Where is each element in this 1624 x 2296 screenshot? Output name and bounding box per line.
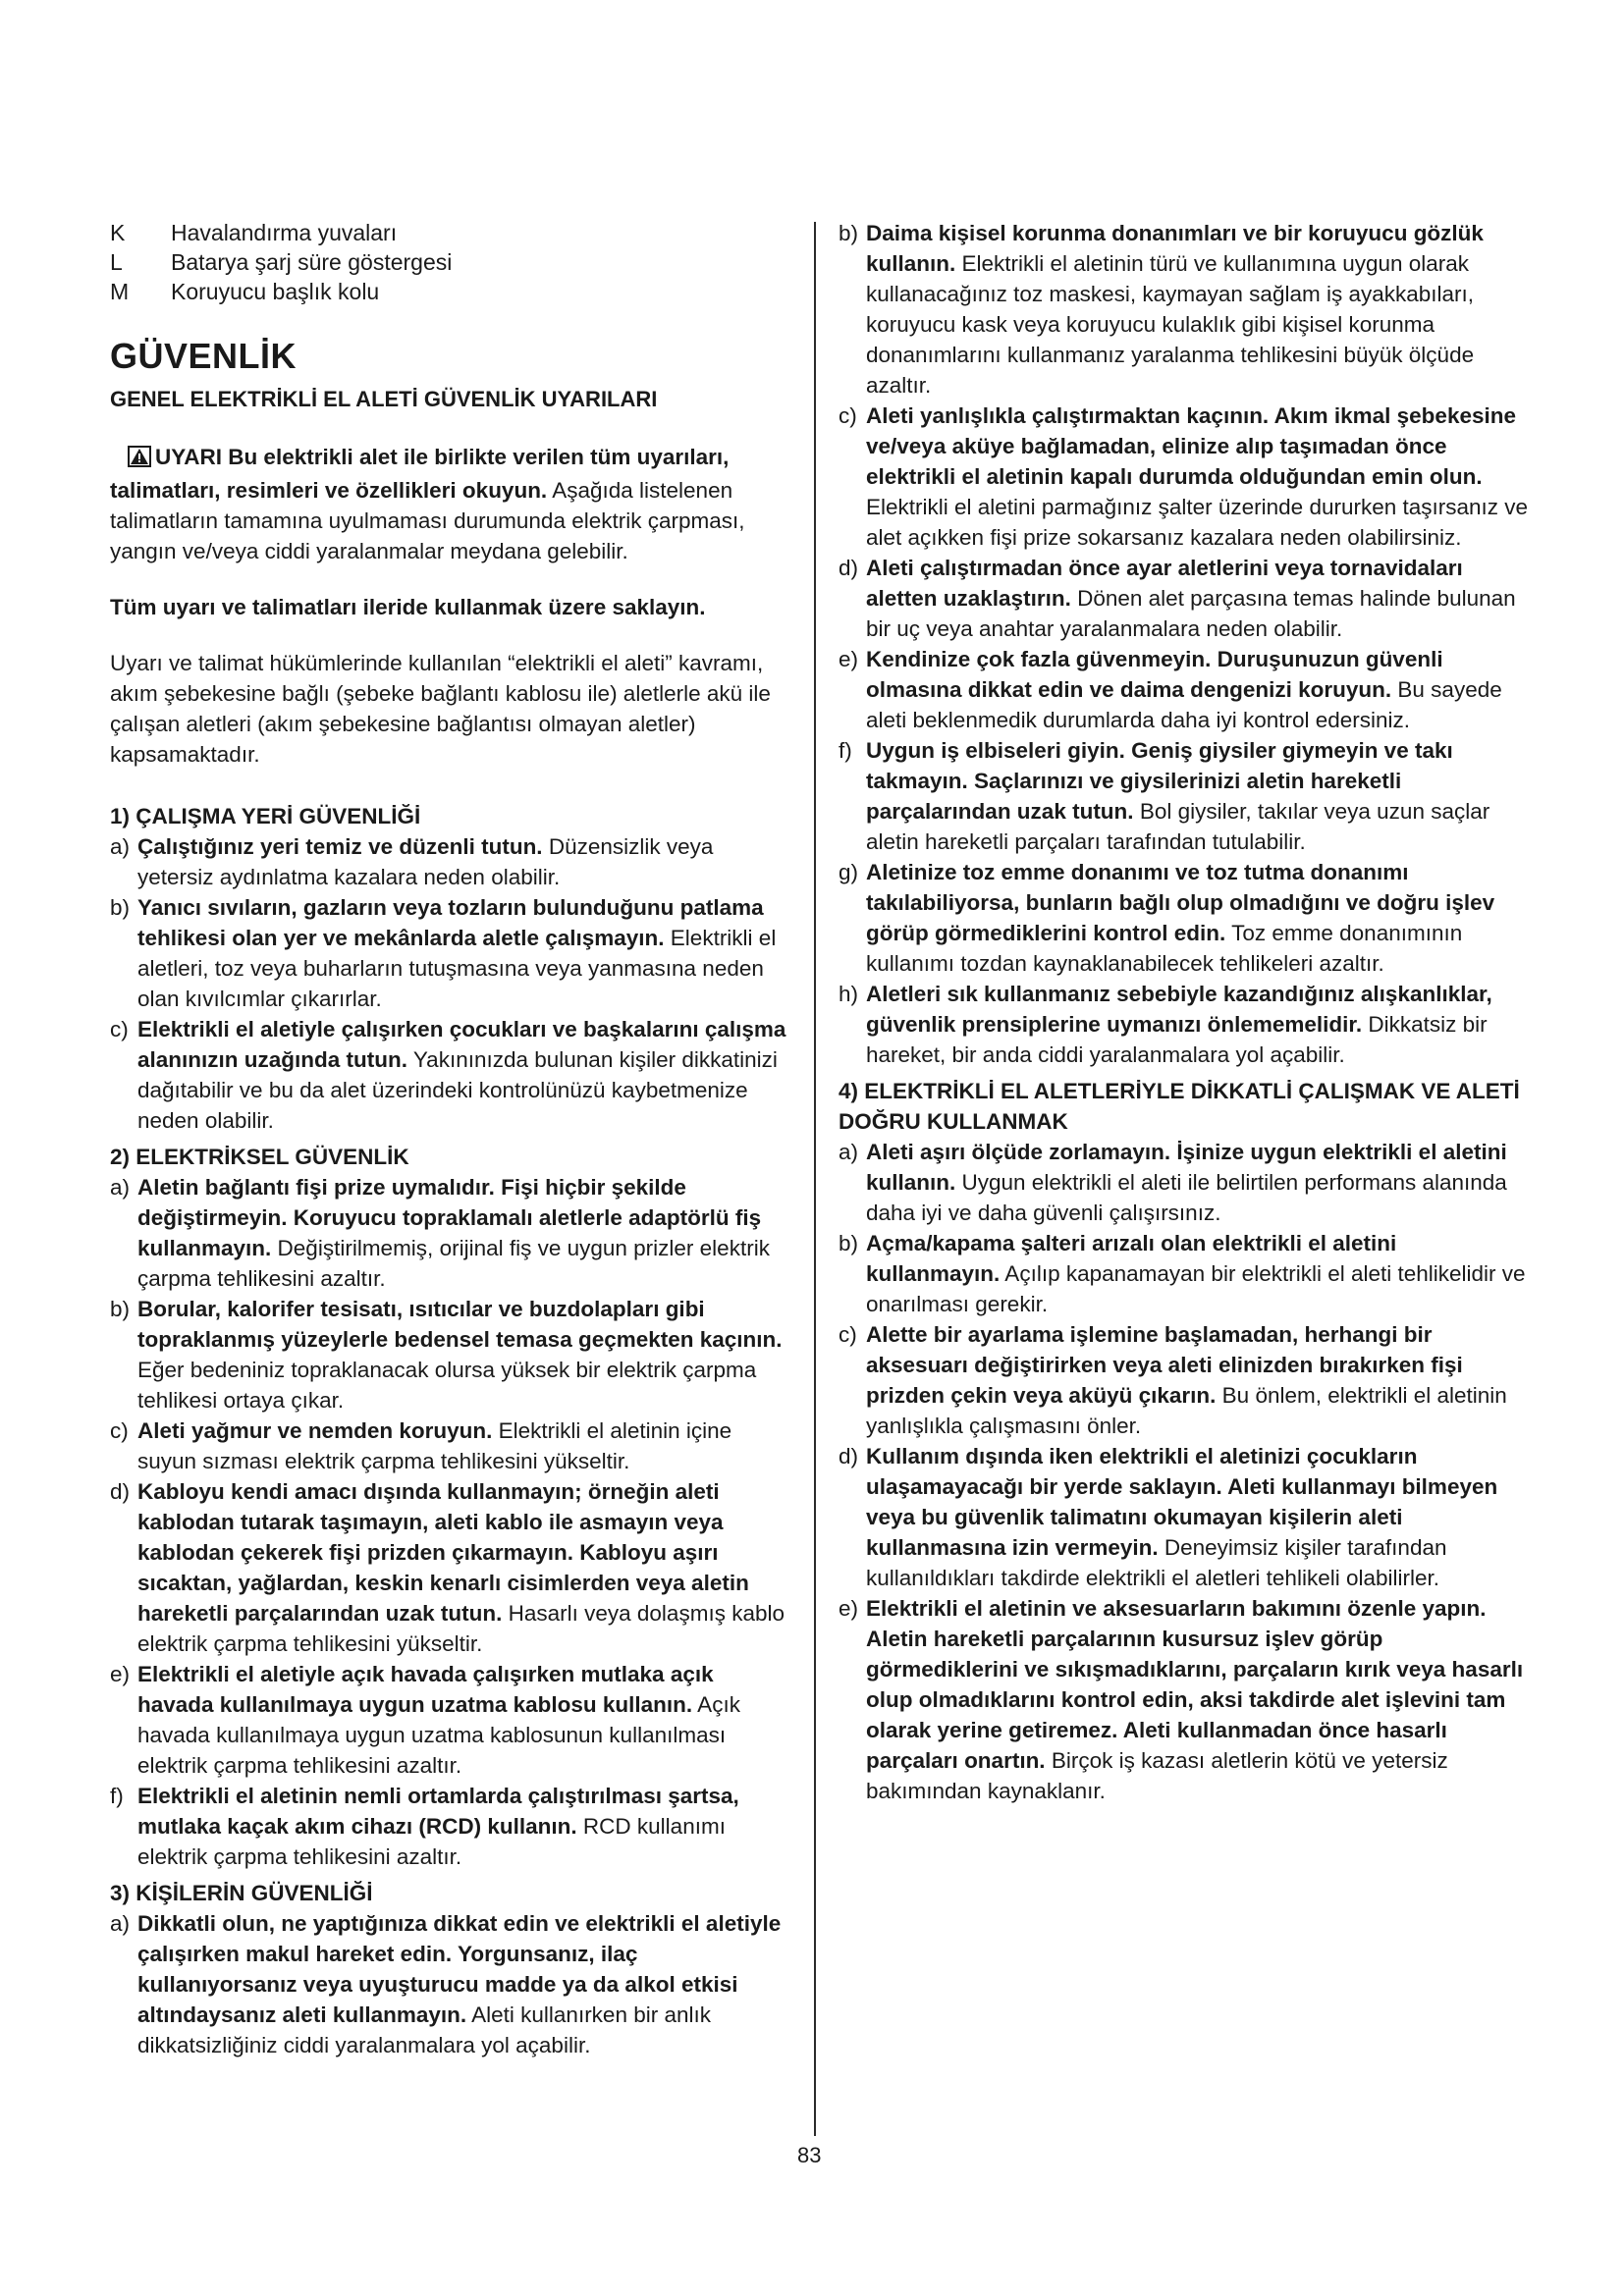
item-letter: a) bbox=[110, 1175, 131, 1200]
item-letter: b) bbox=[839, 1231, 859, 1255]
definition-paragraph: Uyarı ve talimat hükümlerinde kullanılan “elektrikli el aleti” kavramı, akım şebekesine bağlı (şebeke bağlantı kablosu ile) aletlerle akü ile çalışan aletleri (akım şebekesine bağlantısı olmayan aletler) kapsamaktadır. bbox=[110, 651, 771, 767]
item-text: Değiştirilmemiş, orijinal fiş ve uygun prizler elektrik çarpma tehlikesini azaltır. bbox=[137, 1236, 770, 1291]
list-item bbox=[839, 644, 1531, 735]
item-bold: Daima kişisel korunma donanımları ve bir koruyucu gözlük kullanın. bbox=[866, 221, 1484, 276]
warning-bold: UYARI Bu elektrikli alet ile birlikte verilen tüm uyarıları, talimatları, resimleri ve özellikleri okuyun. bbox=[110, 445, 730, 503]
item-text: Toz emme donanımının kullanımı tozdan kaynaklanabilecek tehlikeleri azaltır. bbox=[866, 921, 1463, 976]
item-bold: Dikkatli olun, ne yaptığınıza dikkat edin ve elektrikli el aletiyle çalışırken makul hareket edin. Yorgunsanız, ilaç kullanıyorsanız veya uyuşturucu madde ya da alkol etkisi altındaysanız aleti kullanmayın. bbox=[137, 1911, 782, 2027]
item-text: Bu önlem, elektrikli el aletinin yanlışlıkla çalışmasını önler. bbox=[866, 1383, 1507, 1438]
legend-row bbox=[110, 247, 787, 277]
page-number: 83 bbox=[797, 2143, 822, 2167]
item-letter: e) bbox=[110, 1662, 131, 1686]
item-bold: Aletin bağlantı fişi prize uymalıdır. Fişi hiçbir şekilde değiştirmeyin. Koruyucu topraklamalı aletlerle adaptörlü fiş kullanmayın. bbox=[137, 1175, 762, 1260]
list-item bbox=[110, 1908, 787, 2060]
item-text: Elektrikli el aletinin içine suyun sızması elektrik çarpma tehlikesini yükseltir. bbox=[137, 1418, 732, 1473]
item-text: Elektrikli el aletleri, toz veya buharların tutuşmasına veya yanmasına neden olan kıvılcımlar çıkarırlar. bbox=[137, 926, 777, 1011]
item-text: Açık havada kullanılmaya uygun uzatma kablosunun kullanılması elektrik çarpma tehlikesini azaltır. bbox=[137, 1692, 740, 1778]
keep-instructions: Tüm uyarı ve talimatları ileride kullanmak üzere saklayın. bbox=[110, 595, 706, 619]
item-text: Elektrikli el aletini parmağınız şalter üzerinde dururken taşırsanız ve alet açıkken fişi prize sokarsanız kazalara neden olabilirsiniz. bbox=[866, 495, 1529, 550]
list-item bbox=[110, 1781, 787, 1872]
warning-triangle-icon bbox=[128, 445, 151, 475]
item-bold: Elektrikli el aletinin nemli ortamlarda çalıştırılması şartsa, mutlaka kaçak akım cihazı (RCD) kullanın. bbox=[137, 1784, 739, 1839]
list-item bbox=[110, 1014, 787, 1136]
item-bold: Uygun iş elbiseleri giyin. Geniş giysiler giymeyin ve takı takmayın. Saçlarınızı ve giysilerinizi aletin hareketli parçalarından uzak tutun. bbox=[866, 738, 1453, 824]
column-divider bbox=[814, 222, 816, 2136]
item-bold: Aleti yağmur ve nemden koruyun. bbox=[137, 1418, 493, 1443]
list-item bbox=[110, 1659, 787, 1781]
item-letter: d) bbox=[839, 556, 859, 580]
item-letter: c) bbox=[110, 1418, 129, 1443]
item-text: Bol giysiler, takılar veya uzun saçlar aletin hareketli parçaları tarafından tutulabilir. bbox=[866, 799, 1490, 854]
item-letter: b) bbox=[839, 221, 859, 245]
item-bold: Yanıcı sıvıların, gazların veya tozların bulunduğunu patlama tehlikesi olan yer ve mekânlarda aletle çalışmayın. bbox=[137, 895, 764, 950]
item-letter: f) bbox=[110, 1784, 124, 1808]
list-item bbox=[839, 735, 1531, 857]
item-text: Elektrikli el aletinin türü ve kullanımına uygun olarak kullanacağınız toz maskesi, kaymayan sağlam iş ayakkabıları, koruyucu kask veya koruyucu kulaklık gibi kişisel korunma donanımlarını kullanmanız yaralanma tehlikesini büyük ölçüde azaltır. bbox=[866, 251, 1475, 398]
list-item bbox=[839, 218, 1531, 400]
list-item bbox=[839, 1228, 1531, 1319]
warning-paragraph bbox=[110, 442, 787, 566]
legend-key: L bbox=[110, 249, 123, 275]
item-bold: Çalıştığınız yeri temiz ve düzenli tutun. bbox=[137, 834, 543, 859]
list-item bbox=[839, 553, 1531, 644]
list-item bbox=[110, 831, 787, 892]
section-title: 3) KİŞİLERİN GÜVENLİĞİ bbox=[110, 1881, 373, 1905]
item-bold: Aleti çalıştırmadan önce ayar aletlerini veya tornavidaları aletten uzaklaştırın. bbox=[866, 556, 1463, 611]
item-text: Düzensizlik veya yetersiz aydınlatma kazalara neden olabilir. bbox=[137, 834, 714, 889]
list-item bbox=[110, 1172, 787, 1294]
section-title: 4) ELEKTRİKLİ EL ALETLERİYLE DİKKATLİ ÇALIŞMAK VE ALETİ DOĞRU KULLANMAK bbox=[839, 1079, 1520, 1134]
item-text: Açılıp kapanamayan bir elektrikli el aleti tehlikelidir ve onarılması gerekir. bbox=[866, 1261, 1526, 1316]
item-letter: g) bbox=[839, 860, 859, 884]
item-text: Dönen alet parçasına temas halinde bulunan bir uç veya anahtar yaralanmalara neden olabilir. bbox=[866, 586, 1516, 641]
item-letter: e) bbox=[839, 647, 859, 671]
item-bold: Kullanım dışında iken elektrikli el aletinizi çocukların ulaşamayacağı bir yerde saklayın. Aleti kullanmayı bilmeyen veya bu güvenlik talimatını okumayan kişilerin aleti kullanmasına izin vermeyin. bbox=[866, 1444, 1498, 1560]
item-letter: b) bbox=[110, 1297, 131, 1321]
list-item bbox=[839, 1441, 1531, 1593]
list-item bbox=[839, 1319, 1531, 1441]
item-bold: Aleti yanlışlıkla çalıştırmaktan kaçının. Akım ikmal şebekesine ve/veya aküye bağlamadan, elinize alıp taşımadan önce elektrikli el aletinin kapalı durumda olduğundan emin olun. bbox=[866, 403, 1516, 489]
item-text: Birçok iş kazası aletlerin kötü ve yetersiz bakımından kaynaklanır. bbox=[866, 1748, 1448, 1803]
item-text: Yakınınızda bulunan kişiler dikkatinizi dağıtabilir ve bu da alet üzerindeki kontrolünüzü kaybetmenize neden olabilir. bbox=[137, 1047, 778, 1133]
item-text: Dikkatsiz bir hareket, bir anda ciddi yaralanmalara yol açabilir. bbox=[866, 1012, 1488, 1067]
section-title: 2) ELEKTRİKSEL GÜVENLİK bbox=[110, 1145, 409, 1169]
item-text: Eğer bedeniniz topraklanacak olursa yüksek bir elektrik çarpma tehlikesi ortaya çıkar. bbox=[137, 1358, 757, 1413]
right-column bbox=[839, 218, 1531, 1806]
item-bold: Elektrikli el aletiyle çalışırken çocukları ve başkalarını çalışma alanınızın uzağında tutun. bbox=[137, 1017, 786, 1072]
list-item bbox=[110, 1294, 787, 1415]
item-bold: Kendinize çok fazla güvenmeyin. Duruşunuzun güvenli olmasına dikkat edin ve daima dengenizi koruyun. bbox=[866, 647, 1443, 702]
item-bold: Açma/kapama şalteri arızalı olan elektrikli el aletini kullanmayın. bbox=[866, 1231, 1397, 1286]
legend-text: Koruyucu başlık kolu bbox=[171, 279, 380, 304]
legend-row bbox=[110, 277, 787, 306]
item-text: RCD kullanımı elektrik çarpma tehlikesini azaltır. bbox=[137, 1814, 726, 1869]
list-item bbox=[839, 1137, 1531, 1228]
item-bold: Alette bir ayarlama işlemine başlamadan, herhangi bir aksesuarı değiştirirken veya aleti elinizden bırakırken fişi prizden çekin veya aküyü çıkarın. bbox=[866, 1322, 1463, 1408]
item-text: Hasarlı veya dolaşmış kablo elektrik çarpma tehlikesini yükseltir. bbox=[137, 1601, 785, 1656]
item-letter: a) bbox=[839, 1140, 859, 1164]
section-title: 1) ÇALIŞMA YERİ GÜVENLİĞİ bbox=[110, 804, 421, 828]
item-letter: d) bbox=[839, 1444, 859, 1468]
list-item bbox=[839, 1593, 1531, 1806]
warning-text: Aşağıda listelenen talimatların tamamına uyulmaması durumunda elektrik çarpması, yangın ve/veya ciddi yaralanmalar meydana gelebilir. bbox=[110, 478, 745, 563]
item-bold: Aletleri sık kullanmanız sebebiyle kazandığınız alışkanlıklar, güvenlik prensiplerine uymanızı önlememelidir. bbox=[866, 982, 1492, 1037]
item-bold: Kabloyu kendi amacı dışında kullanmayın; örneğin aleti kablodan tutarak taşımayın, aleti kablo ile asmayın veya kablodan çekerek fişi prizden çıkarmayın. Kabloyu aşırı sıcaktan, yağlardan, keskin kenarlı cisimlerden veya aletin hareketli parçalarından uzak tutun. bbox=[137, 1479, 749, 1626]
left-column bbox=[110, 218, 787, 2060]
legend bbox=[110, 218, 787, 306]
legend-row bbox=[110, 218, 787, 247]
item-letter: c) bbox=[839, 1322, 857, 1347]
item-letter: f) bbox=[839, 738, 852, 763]
legend-text: Batarya şarj süre göstergesi bbox=[171, 249, 453, 275]
item-letter: c) bbox=[110, 1017, 129, 1041]
item-bold: Elektrikli el aletinin ve aksesuarların bakımını özenle yapın. Aletin hareketli parçalarının kusursuz işlev görüp görmediklerini ve sıkışmadıklarını, parçaların kırık veya hasarlı olup olmadıklarını kontrol edin, aksi takdirde alet işlevini tam olarak yerine getiremez. Aleti kullanmadan önce hasarlı parçaları onartın. bbox=[866, 1596, 1524, 1773]
legend-key: K bbox=[110, 220, 126, 245]
list-item bbox=[839, 400, 1531, 553]
list-item bbox=[110, 1415, 787, 1476]
item-text: Uygun elektrikli el aleti ile belirtilen performans alanında daha iyi ve daha güvenli çalışırsınız. bbox=[866, 1170, 1507, 1225]
list-item bbox=[839, 979, 1531, 1070]
item-letter: e) bbox=[839, 1596, 859, 1621]
list-item bbox=[110, 1476, 787, 1659]
item-bold: Aletinize toz emme donanımı ve toz tutma donanımı takılabiliyorsa, bunların bağlı olup olmadığını ve doğru işlev görüp görmediklerini kontrol edin. bbox=[866, 860, 1495, 945]
item-bold: Aleti aşırı ölçüde zorlamayın. İşinize uygun elektrikli el aletini kullanın. bbox=[866, 1140, 1507, 1195]
item-text: Bu sayede aleti beklenmedik durumlarda daha iyi kontrol edersiniz. bbox=[866, 677, 1502, 732]
list-item bbox=[110, 892, 787, 1014]
item-letter: h) bbox=[839, 982, 859, 1006]
item-bold: Borular, kalorifer tesisatı, ısıtıcılar ve buzdolapları gibi topraklanmış yüzeylerle bedensel temasa geçmekten kaçının. bbox=[137, 1297, 783, 1352]
item-bold: Elektrikli el aletiyle açık havada çalışırken mutlaka açık havada kullanılmaya uygun uzatma kablosu kullanın. bbox=[137, 1662, 714, 1717]
item-letter: a) bbox=[110, 1911, 131, 1936]
item-text: Deneyimsiz kişiler tarafından kullanıldıkları takdirde elektrikli el aletleri tehlikeli olabilirler. bbox=[866, 1535, 1447, 1590]
list-item bbox=[839, 857, 1531, 979]
legend-key: M bbox=[110, 279, 130, 304]
item-letter: d) bbox=[110, 1479, 131, 1504]
item-text: Aleti kullanırken bir anlık dikkatsizliğiniz ciddi yaralanmalara yol açabilir. bbox=[137, 2002, 711, 2057]
item-letter: c) bbox=[839, 403, 857, 428]
item-letter: a) bbox=[110, 834, 131, 859]
section-heading: GENEL ELEKTRİKLİ EL ALETİ GÜVENLİK UYARILARI bbox=[110, 387, 658, 411]
legend-text: Havalandırma yuvaları bbox=[171, 220, 398, 245]
item-letter: b) bbox=[110, 895, 131, 920]
page-title: GÜVENLİK bbox=[110, 336, 298, 376]
